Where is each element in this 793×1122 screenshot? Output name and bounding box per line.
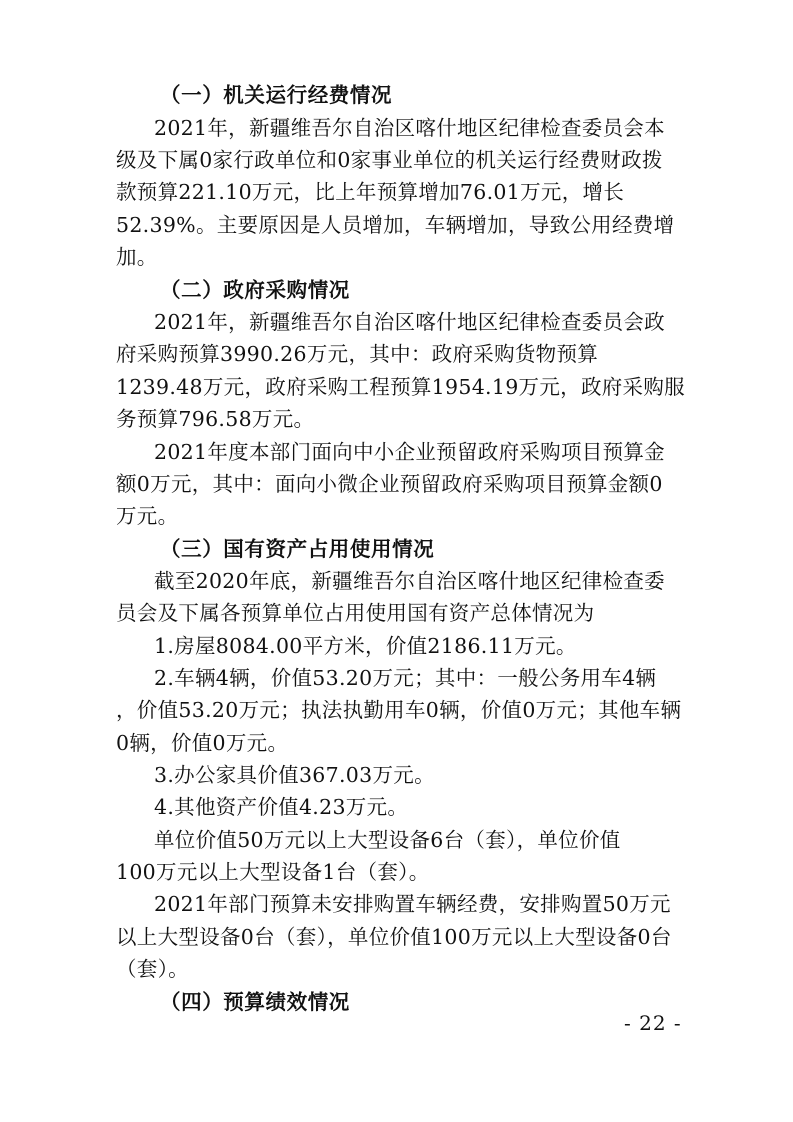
- paragraph-line: 以上大型设备0台（套），单位价值100万元以上大型设备0台: [116, 925, 672, 949]
- paragraph-line: 2021年，新疆维吾尔自治区喀什地区纪律检查委员会政: [154, 310, 665, 334]
- paragraph-line: 2021年度本部门面向中小企业预留政府采购项目预算金: [154, 440, 665, 464]
- paragraph-line: 员会及下属各预算单位占用使用国有资产总体情况为: [116, 601, 595, 625]
- asset-item-vehicles: 2.车辆4辆，价值53.20万元；其中：一般公务用车4辆: [154, 666, 657, 690]
- paragraph-line: 截至2020年底，新疆维吾尔自治区喀什地区纪律检查委: [154, 569, 665, 593]
- asset-item-furniture: 3.办公家具价值367.03万元。: [154, 763, 435, 787]
- section-heading-state-assets: （三）国有资产占用使用情况: [160, 537, 435, 561]
- paragraph-line: 单位价值50万元以上大型设备6台（套），单位价值: [154, 828, 621, 852]
- paragraph-line: 款预算221.10万元，比上年预算增加76.01万元，增长: [116, 180, 625, 204]
- asset-item-other: 4.其他资产价值4.23万元。: [154, 795, 409, 819]
- paragraph-line: 务预算796.58万元。: [116, 407, 315, 431]
- paragraph-line: 万元。: [116, 504, 179, 528]
- paragraph-line: 级及下属0家行政单位和0家事业单位的机关运行经费财政拨: [116, 148, 663, 172]
- section-heading-government-procurement: （二）政府采购情况: [160, 278, 350, 302]
- section-heading-performance: （四）预算绩效情况: [160, 990, 350, 1014]
- paragraph-line: 1239.48万元，政府采购工程预算1954.19万元，政府采购服: [116, 375, 685, 399]
- paragraph-line: 2021年，新疆维吾尔自治区喀什地区纪律检查委员会本: [154, 116, 665, 140]
- paragraph-line: 额0万元，其中：面向小微企业预留政府采购项目预算金额0: [116, 472, 663, 496]
- paragraph-line: 加。: [116, 245, 158, 269]
- paragraph-line: 府采购预算3990.26万元，其中：政府采购货物预算: [116, 342, 599, 366]
- paragraph-line: 100万元以上大型设备1台（套）。: [116, 860, 430, 884]
- paragraph-line: 0辆，价值0万元。: [116, 731, 289, 755]
- paragraph-line: ，价值53.20万元；执法执勤用车0辆，价值0万元；其他车辆: [116, 698, 682, 722]
- asset-item-housing: 1.房屋8084.00平方米，价值2186.11万元。: [154, 634, 577, 658]
- paragraph-line: 52.39%。主要原因是人员增加，车辆增加，导致公用经费增: [116, 213, 675, 237]
- section-heading-operating-expenses: （一）机关运行经费情况: [160, 83, 393, 107]
- page-number: - 22 -: [624, 1011, 682, 1035]
- paragraph-line: 2021年部门预算未安排购置车辆经费，安排购置50万元: [154, 892, 671, 916]
- paragraph-line: （套）。: [116, 957, 189, 981]
